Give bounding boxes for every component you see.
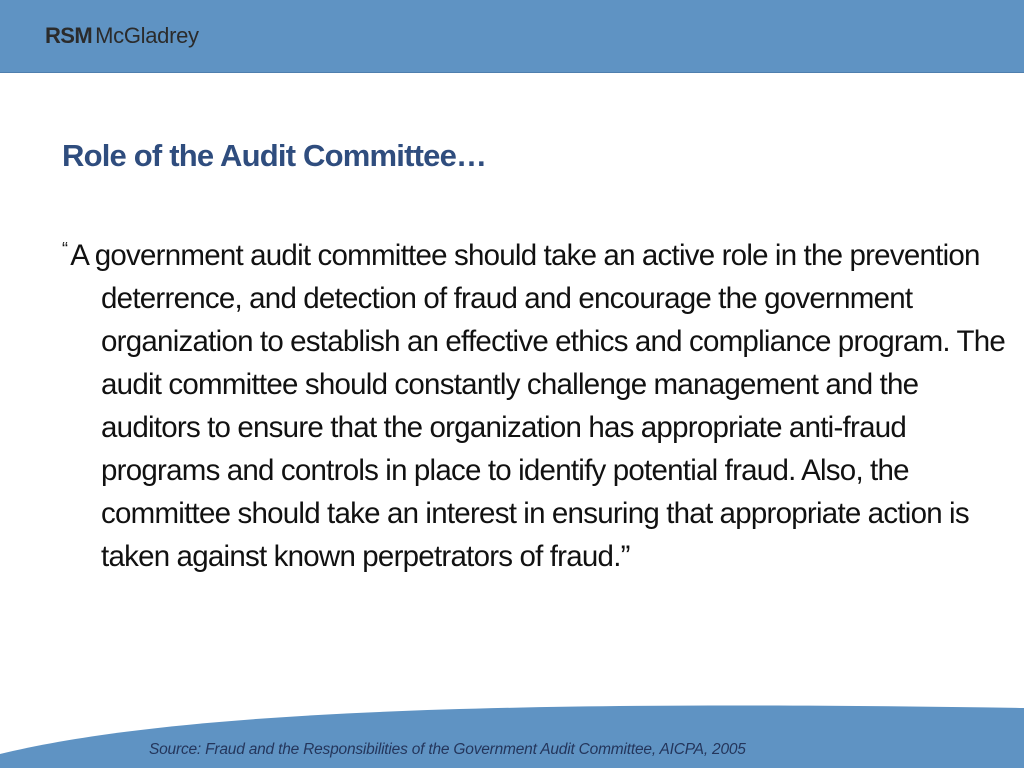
logo-name: McGladrey [95, 23, 199, 48]
slide-title: Role of the Audit Committee… [62, 138, 487, 173]
header-bar [0, 0, 1024, 73]
quote-open-mark: “ [62, 239, 68, 259]
company-logo [45, 23, 199, 53]
quote-paragraph [62, 228, 1011, 578]
source-citation: Source: Fraud and the Responsibilities of the Government Audit Committee, AICPA, 2005 [149, 741, 746, 758]
quote-text: A government audit committee should take an active role in the prevention deterrence, and detection of fraud and encourage the government organization to establish an effective ethics and compliance program. The audit committee should constantly challenge management and the auditors to ensure that the organization has appropriate anti-fraud programs and controls in place to identify potential fraud. Also, the committee should take an interest in ensuring that appropriate action is taken against known perpetrators of fraud.” [70, 239, 1006, 573]
logo-mark: RSM [45, 23, 93, 48]
